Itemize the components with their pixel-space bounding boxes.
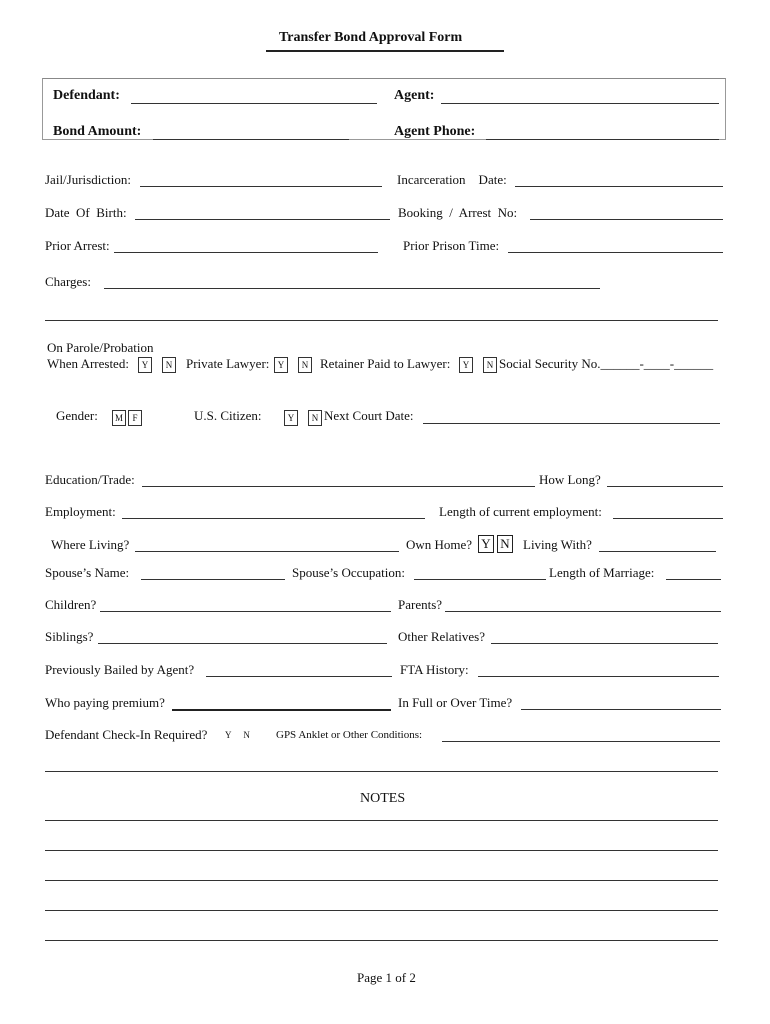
checkin-no-option[interactable]: N (243, 730, 251, 740)
gender-female-checkbox[interactable]: F (128, 410, 142, 426)
notes-line-5[interactable] (45, 940, 718, 941)
previously-bailed-label: Previously Bailed by Agent? (45, 662, 195, 677)
checkin-label: Defendant Check-In Required? (45, 727, 208, 742)
parole-options (138, 356, 176, 374)
notes-heading: NOTES (360, 791, 406, 806)
citizen-label: U.S. Citizen: (194, 408, 262, 423)
other-relatives-field[interactable] (491, 643, 718, 644)
agent-label: Agent: (394, 88, 435, 103)
dob-field[interactable] (135, 219, 390, 220)
children-field[interactable] (100, 611, 391, 612)
gps-field-line-2[interactable] (45, 771, 718, 772)
gender-male-checkbox[interactable]: M (112, 410, 126, 426)
in-full-field[interactable] (521, 709, 721, 710)
gps-label: GPS Anklet or Other Conditions: (276, 729, 423, 741)
parole-yes-checkbox[interactable]: Y (138, 357, 152, 373)
charges-label: Charges: (45, 274, 91, 289)
where-living-field[interactable] (135, 551, 399, 552)
employment-label: Employment: (45, 504, 116, 519)
own-home-label: Own Home? (406, 537, 473, 552)
fta-label: FTA History: (400, 662, 469, 677)
title-underline (266, 50, 504, 52)
agent-phone-label: Agent Phone: (394, 124, 476, 139)
retainer-label: Retainer Paid to Lawyer: (320, 356, 451, 371)
dob-label: Date Of Birth: (45, 205, 127, 220)
fta-field[interactable] (478, 676, 719, 677)
ssn-label[interactable]: Social Security No.______-____-______ (499, 356, 714, 371)
defendant-label: Defendant: (53, 88, 120, 103)
spouse-name-label: Spouse’s Name: (45, 565, 130, 580)
retainer-options (459, 356, 497, 374)
booking-label: Booking / Arrest No: (398, 205, 518, 220)
other-relatives-label: Other Relatives? (398, 629, 485, 644)
notes-line-3[interactable] (45, 880, 718, 881)
spouse-occupation-field[interactable] (414, 579, 546, 580)
spouse-name-field[interactable] (141, 579, 285, 580)
incarceration-date-label: Incarceration Date: (397, 172, 507, 187)
agent-field[interactable] (441, 103, 719, 104)
prior-prison-label: Prior Prison Time: (403, 238, 500, 253)
form-title: Transfer Bond Approval Form (279, 30, 463, 45)
retainer-no-checkbox[interactable]: N (483, 357, 497, 373)
own-home-options (478, 535, 513, 553)
how-long-field[interactable] (607, 486, 723, 487)
charges-field[interactable] (104, 288, 600, 289)
own-home-yes-checkbox[interactable]: Y (478, 535, 494, 553)
living-with-label: Living With? (523, 537, 592, 552)
parole-label-line2: When Arrested: (47, 356, 129, 371)
citizen-options (284, 409, 322, 427)
retainer-yes-checkbox[interactable]: Y (459, 357, 473, 373)
living-with-field[interactable] (599, 551, 716, 552)
private-lawyer-yes-checkbox[interactable]: Y (274, 357, 288, 373)
court-date-label: Next Court Date: (324, 408, 414, 423)
citizen-no-checkbox[interactable]: N (308, 410, 322, 426)
parole-label-line1: On Parole/Probation (47, 340, 154, 355)
previously-bailed-field[interactable] (206, 676, 392, 677)
gps-field[interactable] (442, 741, 720, 742)
court-date-field[interactable] (423, 423, 720, 424)
prior-prison-field[interactable] (508, 252, 723, 253)
length-employment-field[interactable] (613, 518, 723, 519)
siblings-field[interactable] (98, 643, 387, 644)
agent-phone-field[interactable] (486, 139, 719, 140)
how-long-label: How Long? (539, 472, 601, 487)
where-living-label: Where Living? (51, 537, 130, 552)
education-label: Education/Trade: (45, 472, 135, 487)
length-marriage-field[interactable] (666, 579, 721, 580)
in-full-label: In Full or Over Time? (398, 695, 513, 710)
who-paying-field[interactable] (172, 709, 391, 711)
who-paying-label: Who paying premium? (45, 695, 165, 710)
length-employment-label: Length of current employment: (439, 504, 602, 519)
prior-arrest-field[interactable] (114, 252, 378, 253)
checkin-yes-option[interactable]: Y (225, 730, 233, 740)
checkin-options (225, 730, 251, 740)
gender-label: Gender: (56, 408, 98, 423)
citizen-yes-checkbox[interactable]: Y (284, 410, 298, 426)
jail-label: Jail/Jurisdiction: (45, 172, 131, 187)
notes-line-4[interactable] (45, 910, 718, 911)
notes-line-2[interactable] (45, 850, 718, 851)
bond-amount-field[interactable] (153, 139, 349, 140)
gender-options (112, 409, 142, 427)
page-number: Page 1 of 2 (357, 970, 416, 985)
notes-line-1[interactable] (45, 820, 718, 821)
employment-field[interactable] (122, 518, 425, 519)
parents-field[interactable] (445, 611, 721, 612)
private-lawyer-label: Private Lawyer: (186, 356, 270, 371)
defendant-field[interactable] (131, 103, 377, 104)
siblings-label: Siblings? (45, 629, 94, 644)
spouse-occupation-label: Spouse’s Occupation: (292, 565, 406, 580)
parents-label: Parents? (398, 597, 443, 612)
private-lawyer-options (274, 356, 312, 374)
length-marriage-label: Length of Marriage: (549, 565, 655, 580)
charges-field-line-2[interactable] (45, 320, 718, 321)
bond-amount-label: Bond Amount: (53, 124, 142, 139)
parole-no-checkbox[interactable]: N (162, 357, 176, 373)
jail-field[interactable] (140, 186, 382, 187)
own-home-no-checkbox[interactable]: N (497, 535, 513, 553)
prior-arrest-label: Prior Arrest: (45, 238, 110, 253)
children-label: Children? (45, 597, 97, 612)
education-field[interactable] (142, 486, 535, 487)
private-lawyer-no-checkbox[interactable]: N (298, 357, 312, 373)
header-box (42, 78, 726, 140)
incarceration-date-field[interactable] (515, 186, 723, 187)
booking-field[interactable] (530, 219, 723, 220)
